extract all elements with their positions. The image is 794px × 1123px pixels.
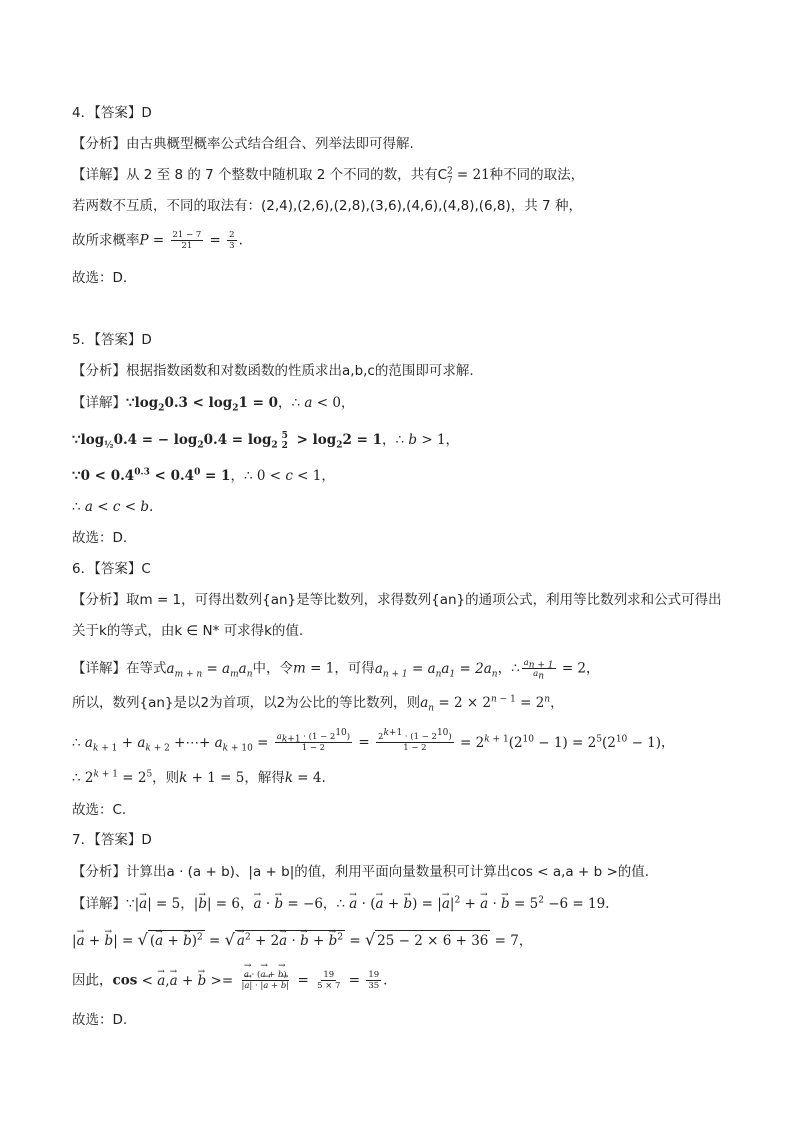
q4-detail-tail: 种不同的取法， <box>489 167 585 183</box>
q4-conclusion: 故选：D. <box>72 270 128 286</box>
q5-conclusion: 故选：D. <box>72 530 128 546</box>
q5-detail-1: 【详解】$\because\log_20.3 < \log_21 = 0$，∴ a < 0， <box>72 395 355 414</box>
q7-detail-1: 【详解】∵|→ a| = 5，|→ b| = 6，→ a · → b = −6，∴ → a · (→ a + → b) = |→ $a|^2$ + → a · → $b = 5^2 -6 = 19$. <box>72 894 609 914</box>
q6-analysis-1: 【分析】取m = 1，可得出数列{an}是等比数列，求得数列{an}的通项公式，利用等比数列求和公式可得出 <box>72 592 722 608</box>
q4-detail-head: 【详解】从 2 至 8 的 7 个整数中随机取 2 个不同的数，共有C <box>72 167 448 183</box>
q5-analysis: 【分析】根据指数函数和对数函数的性质求出a,b,c的范围即可求解. <box>72 363 474 379</box>
q7-detail-3: 因此，cos < → a,→ a + → b >= → $\frac{a \cdot (\to a + \to b)}{|\to a| \cdot |\to a + \to b|}$ = $\frac{19}{5 \times 7}$ = $\frac{19}{35}$ . <box>72 970 387 991</box>
q6-detail-1: 【详解】在等式$a_{m + n} = a_ma_n$中，令m = 1，可得$a_{n + 1} = a_na_1 = 2a_n$，∴ $\frac{a_{n + 1}}{a_n}$ = 2， <box>72 658 600 682</box>
q7-analysis: 【分析】计算出a · (a + b)、|a + b|的值，利用平面向量数量积可计算出cos < a,a + b >的值. <box>72 864 650 880</box>
q4-pairs: 若两数不互质，不同的取法有：(2,4),(2,6),(2,8),(3,6),(4,6),(4,8),(6,8)，共 7 种， <box>72 198 582 214</box>
q4-analysis: 【分析】由古典概型概率公式结合组合、列举法即可得解. <box>72 136 414 152</box>
q5-detail-4: ∴ a < c < b. <box>72 499 154 515</box>
q7-detail-2: |→ a + → b| = √ (→ a + → b)$^2$ = √→ $a^2 + 2\to a$ · → b + → $b^2$ = √ 25 − 2 × 6 + 36 = 7， <box>72 930 532 951</box>
q6-detail-3: ∴ $a_{k + 1} + a_{k + 2}$ +⋯+ $a_{k + 10}$ = $\frac{a_{k+1} \cdot (1 - 2^{10})}{1 - 2}$ = $\frac{2^{k+1} \cdot (1 - 2^{10})}{1 - 2}$ = $2^{k + 1}(2^{10} - 1) = 2^5(2^{10} - 1)$， <box>72 728 675 754</box>
q4-probability: 故所求概率P = $\frac{21 - 7}{21}$ = $\frac{2}{3}$ . <box>72 230 243 251</box>
q6-detail-4: ∴ $2^{k + 1} = 2^5$，则k + 1 = 5，解得k = 4. <box>72 769 326 786</box>
q7-conclusion: 故选：D. <box>72 1012 128 1028</box>
q7-answer: 7．【答案】D <box>72 832 152 848</box>
q4-detail: 【详解】从 2 至 8 的 7 个整数中随机取 2 个不同的数，共有$C^2_7 = 21$种不同的取法， <box>72 166 585 186</box>
q6-conclusion: 故选：C. <box>72 802 127 818</box>
q5-detail-3: ∵0 < $0.4^{0.3} < 0.4^0 = 1$，∴ 0 < c < 1， <box>72 467 335 484</box>
q5-answer: 5．【答案】D <box>72 332 152 348</box>
q4-answer: 4．【答案】D <box>72 105 152 121</box>
q5-detail-2: $\because\log_{\frac{1}{2}}0.4$ = − $\log_20.4 = \log_2$ 5 2 > $\log_22 = 1$，∴ b > 1， <box>72 430 460 451</box>
q6-answer: 6．【答案】C <box>72 561 151 577</box>
q6-detail-2: 所以，数列{an}是以2为首项，以2为公比的等比数列，则$a_n = 2 \times 2^{n - 1} = 2^n$， <box>72 694 564 714</box>
q6-analysis-2: 关于k的等式，由k ∈ N* 可求得k的值. <box>72 623 304 639</box>
